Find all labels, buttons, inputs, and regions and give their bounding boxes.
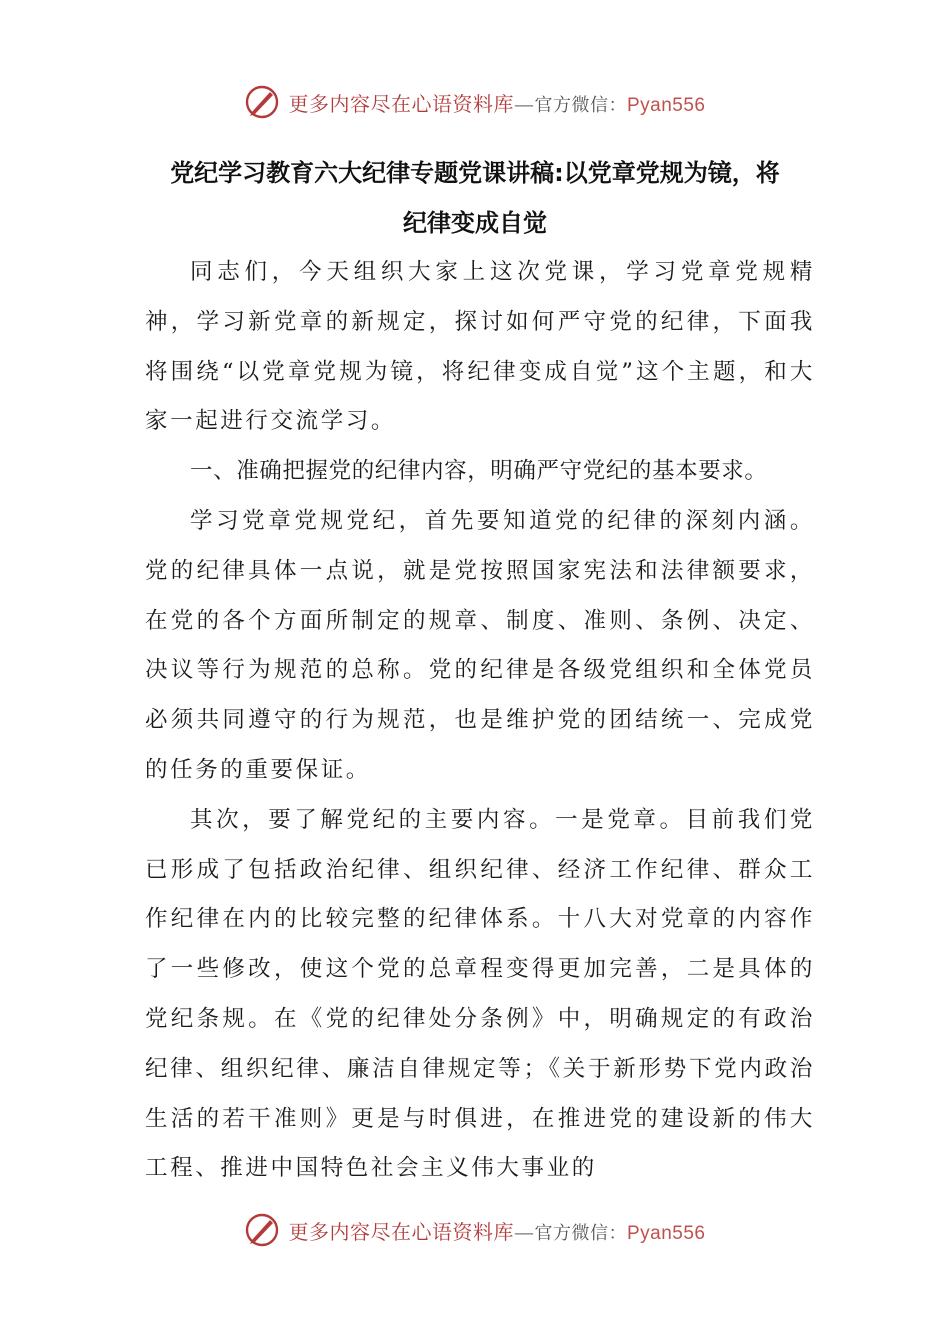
paragraph-intro: 同志们，今天组织大家上这次党课，学习党章党规精神，学习新党章的新规定，探讨如何严守党的纪律，下面我将围绕“以党章党规为镜，将纪律变成自觉”这个主题，和大家一起进行交流学习。 (145, 259, 815, 435)
paragraph-discipline-meaning: 学习党章党规党纪，首先要知道党的纪律的深刻内涵。党的纪律具体一点说，就是党按照国家宪法和法律额要求，在党的各个方面所制定的规章、制度、准则、条例、决定、决议等行为规范的总称。党的纪律是各级党组织和全体党员必须共同遵守的行为规范，也是维护党的团结统一、完成党的任务的重要保证。 (145, 507, 815, 783)
quill-pen-icon (244, 1212, 280, 1248)
document-title (145, 148, 805, 248)
watermark-text (288, 88, 705, 117)
watermark-wechat-id: Pyan556 (626, 94, 706, 116)
watermark-footer (0, 1208, 950, 1252)
title-line-1: 党纪学习教育六大纪律专题党课讲稿:以党章党规为镜，将 (170, 159, 780, 187)
watermark-site: 更多内容尽在心语资料库 (288, 91, 514, 116)
quill-pen-icon (244, 84, 280, 120)
watermark-text (288, 1216, 705, 1245)
section-heading-1: 一、准确把握党的纪律内容，明确严守党纪的基本要求。 (190, 458, 768, 485)
watermark-wechat-id: Pyan556 (626, 1222, 706, 1244)
watermark-wechat-label: 官方微信： (534, 1222, 627, 1244)
watermark-header (0, 80, 950, 124)
watermark-site: 更多内容尽在心语资料库 (288, 1219, 514, 1244)
paragraph-discipline-content: 其次，要了解党纪的主要内容。一是党章。目前我们党已形成了包括政治纪律、组织纪律、经济工作纪律、群众工作纪律在内的比较完整的纪律体系。十八大对党章的内容作了一些修改，使这个党的总章程变得更加完善，二是具体的党纪条规。在《党的纪律处分条例》中，明确规定的有政治纪律、组织纪律、廉洁自律规定等；《关于新形势下党内政治生活的若干准则》更是与时俱进，在推进党的建设新的伟大工程、推进中国特色社会主义伟大事业的 (145, 806, 815, 1182)
watermark-dash: — (513, 91, 535, 116)
title-line-2: 纪律变成自觉 (403, 209, 547, 237)
watermark-wechat-label: 官方微信： (534, 94, 627, 116)
document-body (145, 248, 815, 1194)
watermark-dash: — (513, 1219, 535, 1244)
